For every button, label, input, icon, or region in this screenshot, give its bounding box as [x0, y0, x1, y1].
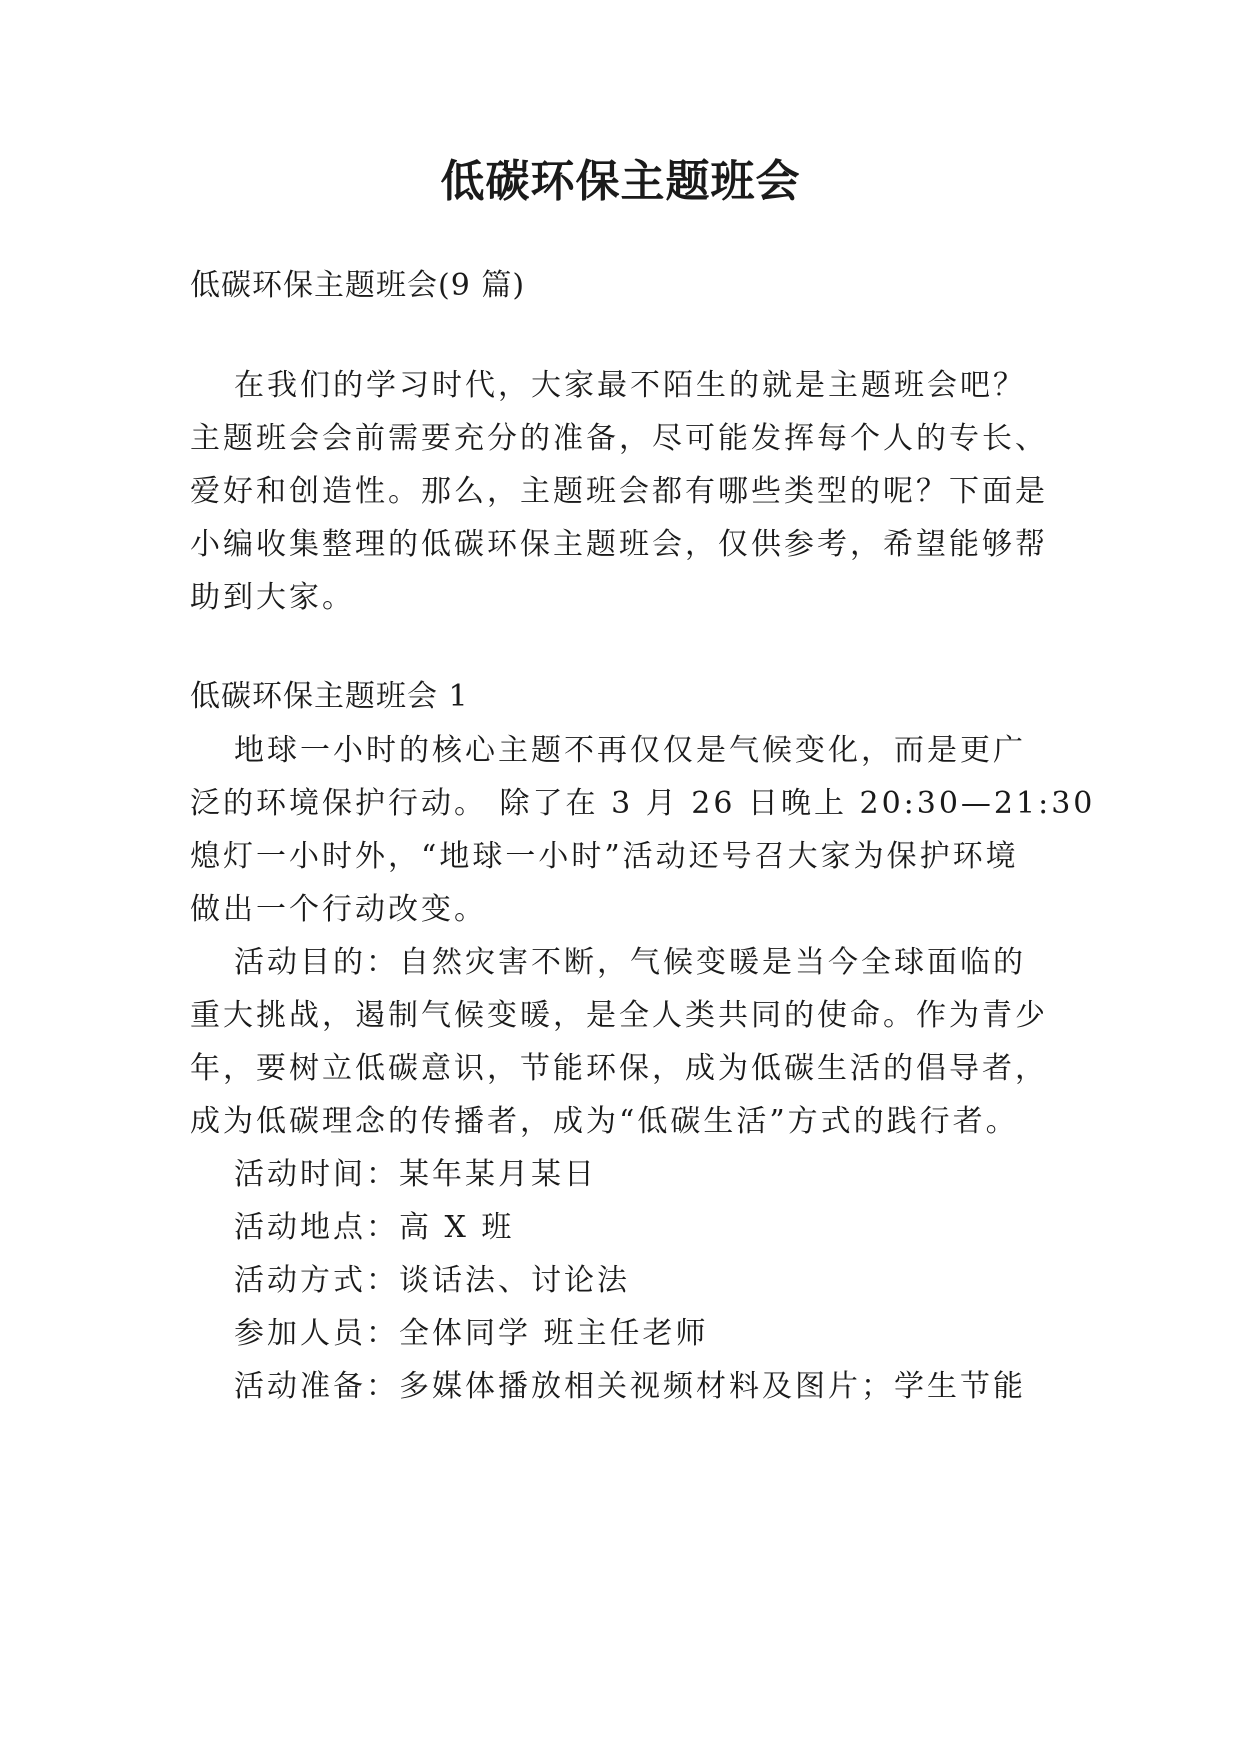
detail-participants: 参加人员：全体同学 班主任老师: [234, 1316, 709, 1351]
paragraph-line: 熄灯一小时外，“地球一小时”活动还号召大家为保护环境: [190, 839, 1019, 874]
paragraph-line: 成为低碳理念的传播者，成为“低碳生活”方式的践行者。: [190, 1104, 1019, 1139]
intro-line: 小编收集整理的低碳环保主题班会，仅供参考，希望能够帮: [190, 527, 1048, 562]
paragraph-line: 活动目的：自然灾害不断，气候变暖是当今全球面临的: [234, 945, 1026, 980]
detail-location: 活动地点：高 X 班: [234, 1210, 515, 1245]
paragraph-line: 做出一个行动改变。: [190, 892, 487, 927]
intro-line: 助到大家。: [190, 580, 355, 615]
section-heading: 低碳环保主题班会 1: [190, 679, 469, 714]
document-title: 低碳环保主题班会: [440, 156, 801, 207]
paragraph-line: 地球一小时的核心主题不再仅仅是气候变化，而是更广: [234, 733, 1026, 768]
detail-preparation: 活动准备：多媒体播放相关视频材料及图片；学生节能: [234, 1369, 1026, 1404]
paragraph-line: 泛的环境保护行动。 除了在 3 月 26 日晚上 20:30—21:30: [190, 786, 1096, 821]
intro-line: 主题班会会前需要充分的准备，尽可能发挥每个人的专长、: [190, 421, 1048, 456]
detail-method: 活动方式：谈话法、讨论法: [234, 1263, 630, 1298]
intro-line: 爱好和创造性。那么，主题班会都有哪些类型的呢？下面是: [190, 474, 1048, 509]
document-subtitle: 低碳环保主题班会(9 篇): [190, 268, 526, 303]
detail-time: 活动时间：某年某月某日: [234, 1157, 597, 1192]
paragraph-line: 重大挑战，遏制气候变暖，是全人类共同的使命。作为青少: [190, 998, 1048, 1033]
intro-line: 在我们的学习时代，大家最不陌生的就是主题班会吧？: [234, 368, 1026, 403]
paragraph-line: 年，要树立低碳意识，节能环保，成为低碳生活的倡导者，: [190, 1051, 1048, 1086]
